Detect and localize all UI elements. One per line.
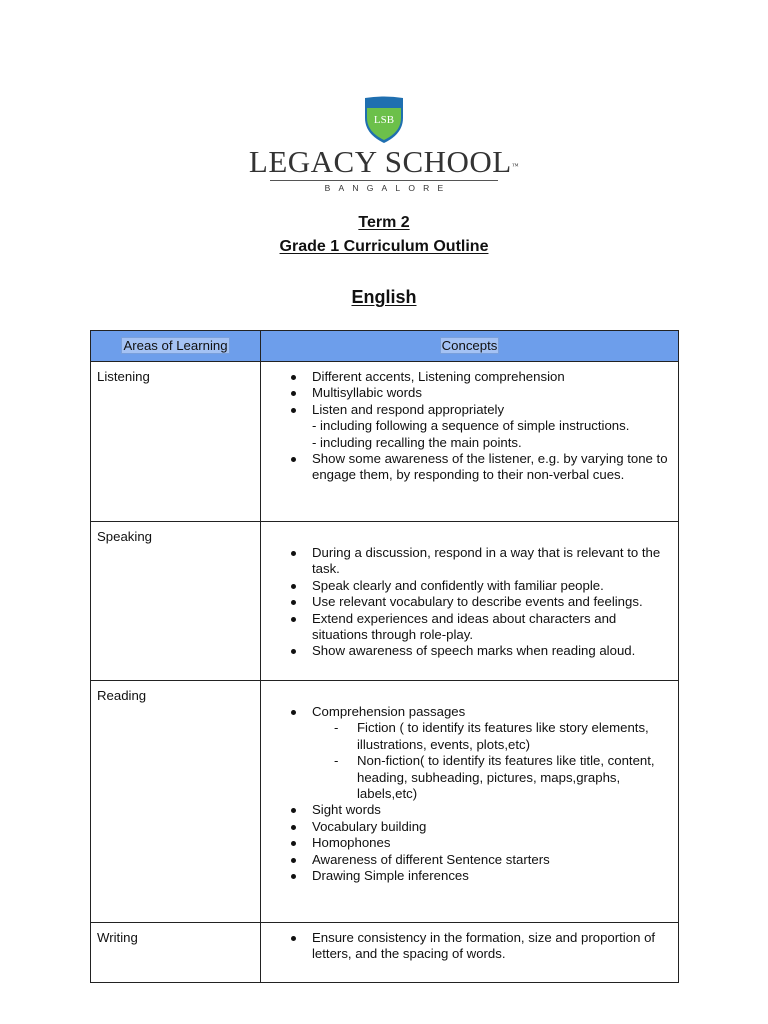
area-cell: Speaking [91, 522, 261, 681]
concept-list [269, 369, 670, 484]
list-item: Comprehension passages - Fiction ( to identify its features like story elements, illustrations, events, plots,etc) - Non-fiction( to identify its features like title, content, heading, subheading, pictures, maps,graphs, labels,etc) [269, 704, 670, 802]
area-cell: Writing [91, 923, 261, 983]
list-item: Awareness of different Sentence starters [269, 852, 670, 868]
list-item: Show awareness of speech marks when reading aloud. [269, 643, 670, 659]
area-cell: Reading [91, 681, 261, 923]
list-item: Vocabulary building [269, 819, 670, 835]
trademark-mark: ™ [511, 162, 520, 170]
table-row-reading [91, 681, 679, 923]
crest-initials: LSB [373, 114, 395, 126]
school-city: BANGALORE [324, 183, 452, 193]
logo-divider [270, 180, 498, 181]
list-item: Homophones [269, 835, 670, 851]
sub-list [312, 720, 670, 802]
sub-list-item: - Non-fiction( to identify its features like title, content, heading, subheading, pictures, maps,graphs, labels,etc) [312, 753, 670, 802]
list-item: Drawing Simple inferences [269, 868, 670, 884]
term-heading: Term 2 [358, 214, 410, 231]
list-item: Show some awareness of the listener, e.g. by varying tone to engage them, by responding to their non-verbal cues. [269, 451, 670, 484]
list-item: Extend experiences and ideas about characters and situations through role-play. [269, 611, 670, 644]
column-header-areas: Areas of Learning [91, 331, 261, 362]
list-item: During a discussion, respond in a way that is relevant to the task. [269, 545, 670, 578]
school-name: LEGACY SCHOOL™ [248, 144, 520, 179]
area-cell: Listening [91, 362, 261, 522]
table-row-writing [91, 923, 679, 983]
subject-heading: English [351, 287, 417, 307]
concept-list [269, 545, 670, 660]
list-item: Use relevant vocabulary to describe events and feelings. [269, 594, 670, 610]
school-logo [0, 96, 768, 193]
list-item: Speak clearly and confidently with familiar people. [269, 578, 670, 594]
school-crest-icon [364, 96, 404, 144]
concept-list [269, 930, 670, 963]
list-item: Sight words [269, 802, 670, 818]
sub-point: - including recalling the main points. [312, 434, 522, 450]
concepts-cell [261, 923, 679, 983]
column-header-concepts: Concepts [261, 331, 679, 362]
list-item: Listen and respond appropriately - including following a sequence of simple instructions. - including recalling the main points. [269, 402, 670, 451]
sub-point: - including following a sequence of simple instructions. [312, 418, 630, 434]
list-item: Ensure consistency in the formation, size and proportion of letters, and the spacing of words. [269, 930, 670, 963]
sub-list-item: - Fiction ( to identify its features like story elements, illustrations, events, plots,etc) [312, 720, 670, 753]
grade-heading: Grade 1 Curriculum Outline [279, 238, 489, 255]
concept-list [269, 704, 670, 884]
list-item: Different accents, Listening comprehension [269, 369, 670, 385]
table-row-speaking [91, 522, 679, 681]
list-item: Multisyllabic words [269, 385, 670, 401]
concepts-cell [261, 522, 679, 681]
concepts-cell [261, 362, 679, 522]
curriculum-table [90, 330, 679, 983]
concepts-cell [261, 681, 679, 923]
table-row-listening [91, 362, 679, 522]
table-header-row [91, 331, 679, 362]
